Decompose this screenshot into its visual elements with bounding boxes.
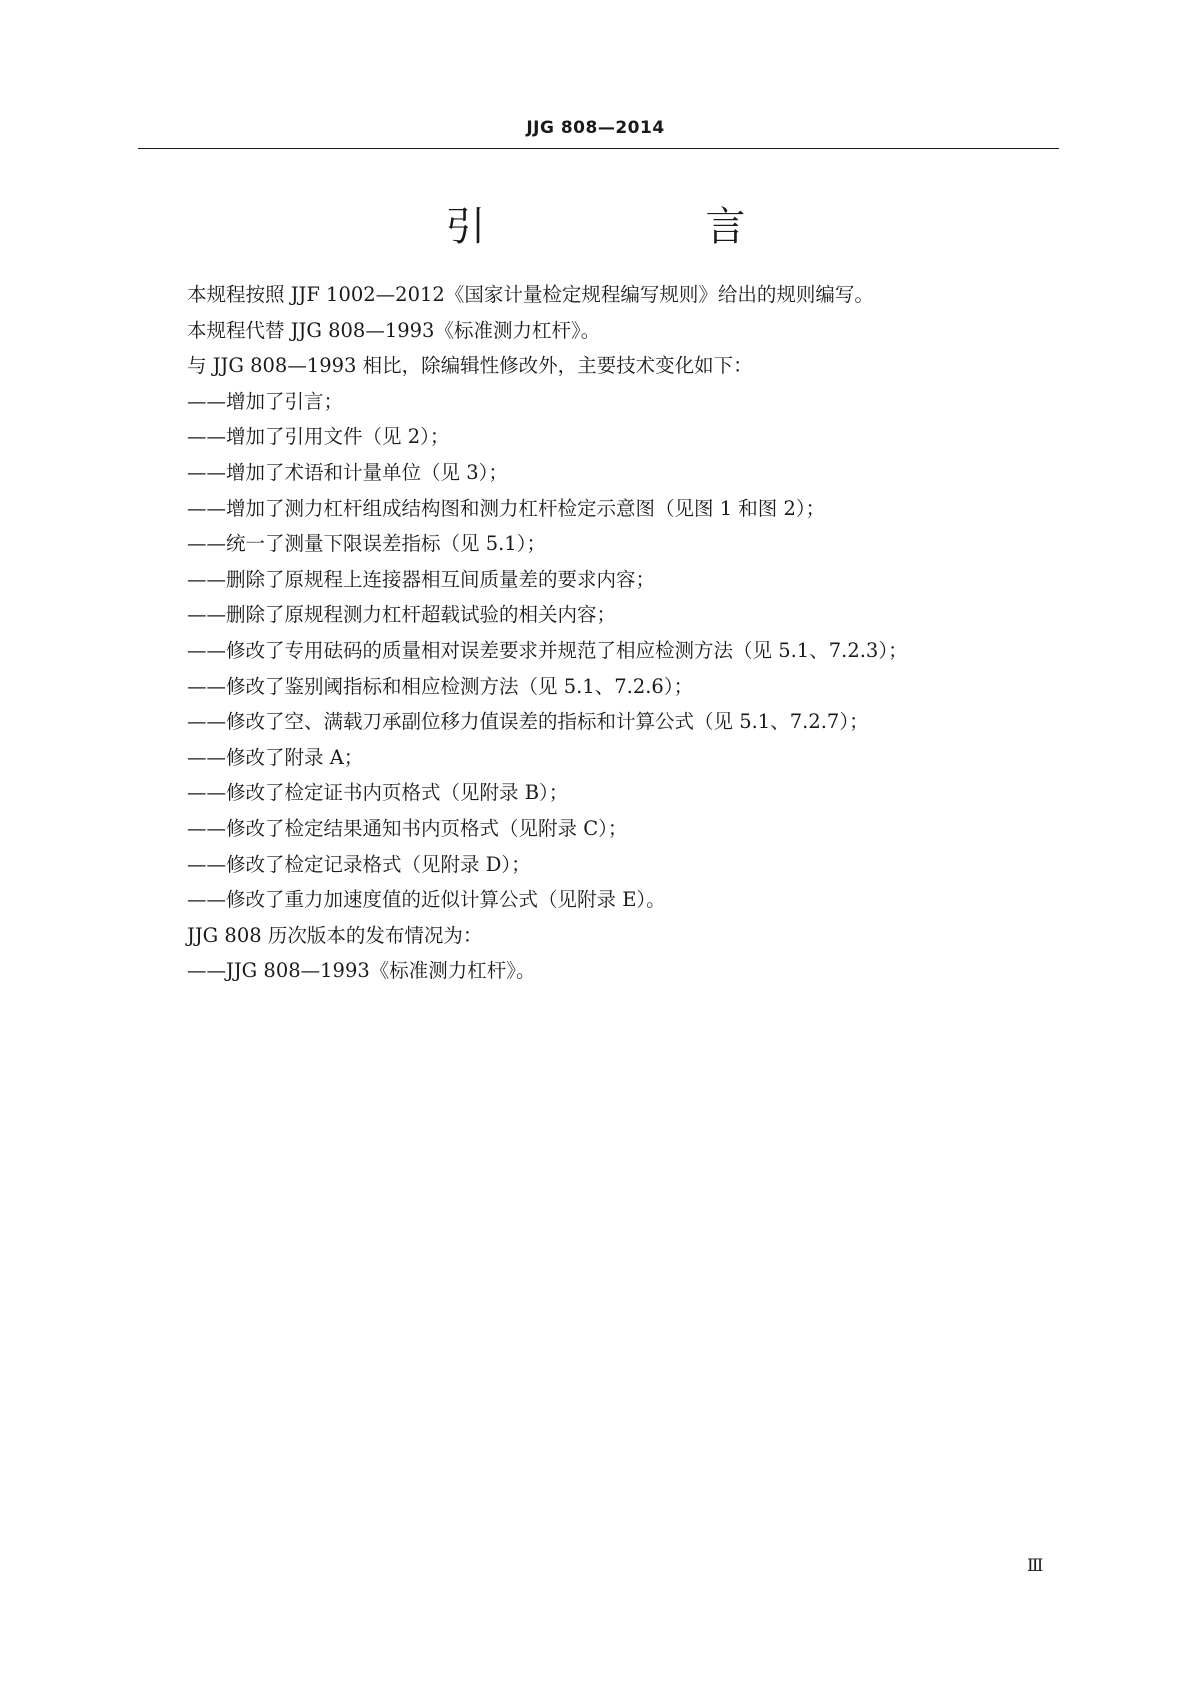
list-item: ——删除了原规程测力杠杆超载试验的相关内容；: [187, 603, 617, 627]
list-item: ——修改了专用砝码的质量相对误差要求并规范了相应检测方法（见 5.1、7.2.3）；: [187, 638, 908, 662]
list-item: ——修改了附录 A；: [187, 745, 364, 769]
preface-body: [187, 277, 1037, 989]
paragraph-line: JJG 808 历次版本的发布情况为：: [187, 923, 483, 947]
paragraph-line: 本规程按照 JJF 1002—2012《国家计量检定规程编写规则》给出的规则编写。: [187, 283, 874, 306]
page-title: 引 言: [445, 204, 836, 250]
list-item: ——JJG 808—1993《标准测力杠杆》。: [187, 959, 536, 983]
header-divider: [138, 148, 1059, 149]
list-item: ——修改了重力加速度值的近似计算公式（见附录 E）。: [187, 888, 666, 912]
list-item: ——增加了术语和计量单位（见 3）；: [187, 460, 508, 484]
list-item: ——修改了鉴别阈指标和相应检测方法（见 5.1、7.2.6）；: [187, 674, 694, 698]
list-item: ——增加了引言；: [187, 389, 344, 413]
list-item: ——修改了空、满载刀承副位移力值误差的指标和计算公式（见 5.1、7.2.7）；: [187, 710, 869, 734]
list-item: ——修改了检定证书内页格式（见附录 B）；: [187, 781, 569, 805]
list-item: ——增加了测力杠杆组成结构图和测力杠杆检定示意图（见图 1 和图 2）；: [187, 496, 826, 520]
list-item: ——修改了检定结果通知书内页格式（见附录 C）；: [187, 816, 628, 840]
page-number: Ⅲ: [1027, 1556, 1044, 1576]
standard-code-header: JJG 808—2014: [526, 118, 665, 138]
list-item: ——修改了检定记录格式（见附录 D）；: [187, 852, 531, 876]
list-item: ——删除了原规程上连接器相互间质量差的要求内容；: [187, 567, 656, 591]
paragraph-line: 与 JJG 808—1993 相比，除编辑性修改外，主要技术变化如下：: [187, 354, 753, 378]
list-item: ——统一了测量下限误差指标（见 5.1）；: [187, 532, 546, 556]
paragraph-line: 本规程代替 JJG 808—1993《标准测力杠杆》。: [187, 318, 601, 342]
list-item: ——增加了引用文件（见 2）；: [187, 425, 450, 449]
